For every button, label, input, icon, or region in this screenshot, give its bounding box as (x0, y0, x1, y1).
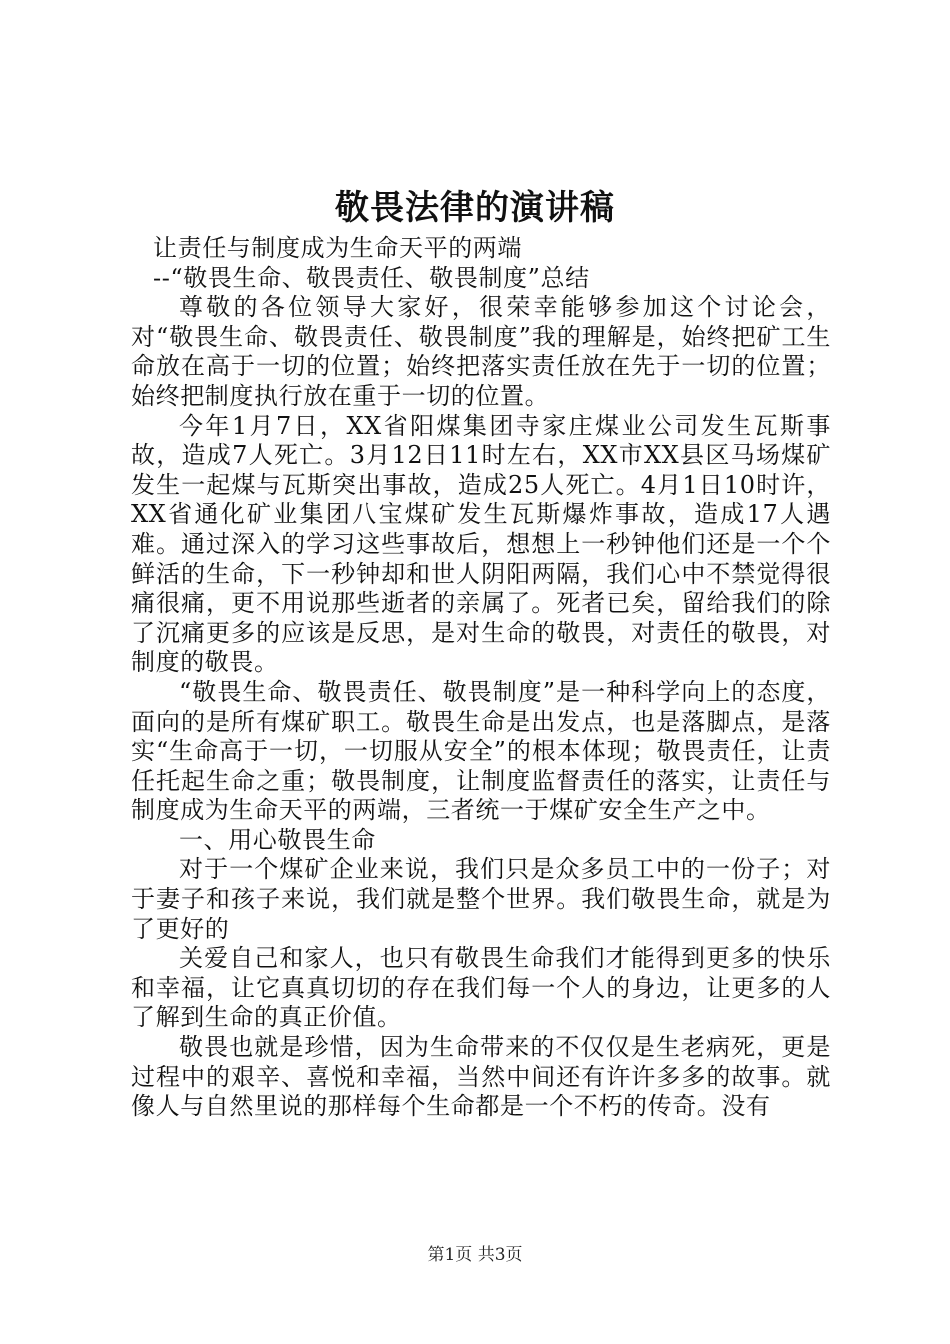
body-paragraph: “敬畏生命、敬畏责任、敬畏制度”是一种科学向上的态度，面向的是所有煤矿职工。敬畏生命是出发点，也是落脚点，是落实“生命高于一切，一切服从安全”的根本体现；敬畏责任，让责任托起生命之重；敬畏制度，让制度监督责任的落实，让责任与制度成为生命天平的两端，三者统一于煤矿安全生产之中。 (131, 677, 831, 825)
body-paragraph: 敬畏也就是珍惜，因为生命带来的不仅仅是生老病死，更是过程中的艰辛、喜悦和幸福，当然中间还有许许多多的故事。就像人与自然里说的那样每个生命都是一个不朽的传奇。没有 (131, 1033, 831, 1121)
document-body (131, 234, 831, 1122)
page-number-footer: 第1页 共3页 (427, 1245, 523, 1265)
document-title: 敬畏法律的演讲稿 (335, 188, 615, 228)
body-paragraph: 尊敬的各位领导大家好，很荣幸能够参加这个讨论会，对“敬畏生命、敬畏责任、敬畏制度”我的理解是，始终把矿工生命放在高于一切的位置；始终把落实责任放在先于一切的位置；始终把制度执行放在重于一切的位置。 (131, 293, 831, 410)
body-paragraph: 关爱自己和家人，也只有敬畏生命我们才能得到更多的快乐和幸福，让它真真切切的存在我们每一个人的身边，让更多的人了解到生命的真正价值。 (131, 944, 831, 1032)
body-paragraph: 对于一个煤矿企业来说，我们只是众多员工中的一份子；对于妻子和孩子来说，我们就是整个世界。我们敬畏生命，就是为了更好的 (131, 855, 831, 943)
subtitle-line: 让责任与制度成为生命天平的两端 (153, 234, 522, 262)
body-paragraph: 今年1月7日，XX省阳煤集团寺家庄煤业公司发生瓦斯事故，造成7人死亡。3月12日11时左右，XX市XX县区马场煤矿发生一起煤与瓦斯突出事故，造成25人死亡。4月1日10时许，XX省通化矿业集团八宝煤矿发生瓦斯爆炸事故，造成17人遇难。通过深入的学习这些事故后，想想上一秒钟他们还是一个个鲜活的生命，下一秒钟却和世人阴阳两隔，我们心中不禁觉得很痛很痛，更不用说那些逝者的亲属了。死者已矣，留给我们的除了沉痛更多的应该是反思，是对生命的敬畏，对责任的敬畏，对制度的敬畏。 (131, 411, 831, 677)
subtitle-line: --“敬畏生命、敬畏责任、敬畏制度”总结 (153, 263, 590, 292)
section-heading: 一、用心敬畏生命 (179, 825, 376, 854)
